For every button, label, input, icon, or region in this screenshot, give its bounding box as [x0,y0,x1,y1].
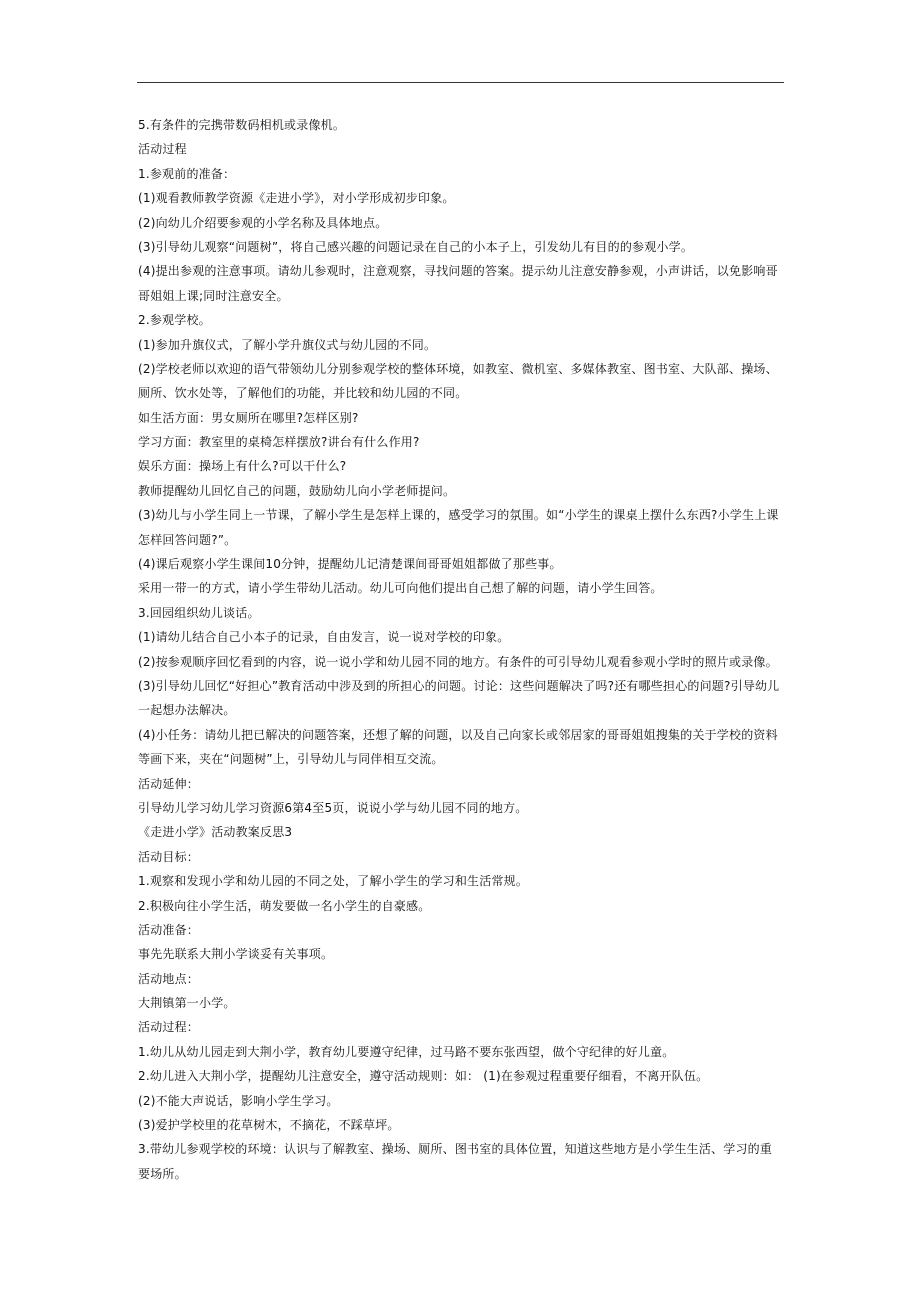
text-line: 2.参观学校。 [138,313,211,328]
text-line: (1)参加升旗仪式，了解小学升旗仪式与幼儿园的不同。 [138,337,437,352]
text-line: 要场所。 [138,1166,187,1181]
text-line: 活动目标： [138,849,200,864]
text-line: 大荆镇第一小学。 [138,996,236,1011]
text-line: (1)请幼儿结合自己小本子的记录，自由发言，说一说对学校的印象。 [138,630,510,645]
text-line: 引导幼儿学习幼儿学习资源6第4至5页，说说小学与幼儿园不同的地方。 [138,800,528,815]
text-line: 《走进小学》活动教案反思3 [138,825,293,840]
text-line: 等画下来，夹在“问题树”上，引导幼儿与同伴相互交流。 [138,752,444,767]
text-line: 如生活方面：男女厕所在哪里?怎样区别? [138,410,359,425]
text-line: (2)向幼儿介绍要参观的小学名称及具体地点。 [138,215,388,230]
text-line: 3.带幼儿参观学校的环境：认识与了解教室、操场、厕所、图书室的具体位置，知道这些地方是小学生生活、学习的重 [138,1142,773,1157]
text-line: 活动延伸： [138,776,200,791]
text-line: (2)按参观顺序回忆看到的内容，说一说小学和幼儿园不同的地方。有条件的可引导幼儿观看参观小学时的照片或录像。 [138,654,778,669]
text-line: 学习方面：教室里的桌椅怎样摆放?讲台有什么作用? [138,435,420,450]
text-line: (1)观看教师教学资源《走进小学》，对小学形成初步印象。 [138,191,455,206]
text-line: 采用一带一的方式，请小学生带幼儿活动。幼儿可向他们提出自己想了解的问题，请小学生回答。 [138,581,663,596]
text-line: 怎样回答问题?”。 [138,532,237,547]
text-line: 5.有条件的完携带数码相机或录像机。 [138,118,346,132]
text-line: 活动过程 [138,142,187,157]
header-rule [137,82,784,83]
document-body [138,113,798,1186]
text-line: 娱乐方面：操场上有什么?可以干什么? [138,459,347,474]
text-line: 3.回园组织幼儿谈话。 [138,605,260,620]
text-line: 1.观察和发现小学和幼儿园的不同之处，了解小学生的学习和生活常规。 [138,874,529,889]
text-line: (2)学校老师以欢迎的语气带领幼儿分别参观学校的整体环境，如教室、微机室、多媒体教室、图书室、大队部、操场、 [138,361,778,376]
text-line: 厕所、饮水处等，了解他们的功能，并比较和幼儿园的不同。 [138,386,468,401]
text-line: (4)提出参观的注意事项。请幼儿参观时，注意观察，寻找问题的答案。提示幼儿注意安静参观，小声讲话，以免影响哥 [138,264,778,279]
text-line: 活动过程： [138,1020,200,1035]
text-line: (3)幼儿与小学生同上一节课，了解小学生是怎样上课的，感受学习的氛围。如“小学生的课桌上摆什么东西?小学生上课 [138,508,779,523]
text-line: 哥姐姐上课;同时注意安全。 [138,288,289,303]
text-line: (4)课后观察小学生课间10分钟，提醒幼儿记清楚课间哥哥姐姐都做了那些事。 [138,557,562,572]
text-line: 2.幼儿进入大荆小学，提醒幼儿注意安全，遵守活动规则：如： (1)在参观过程重要仔细看，不离开队伍。 [138,1069,709,1084]
text-line: 活动地点： [138,971,200,986]
text-line: 1.幼儿从幼儿园走到大荆小学，教育幼儿要遵守纪律，过马路不要东张西望，做个守纪律的好儿童。 [138,1044,675,1059]
text-line: 一起想办法解决。 [138,703,236,718]
text-line: 活动准备： [138,922,200,937]
text-line: (3)引导幼儿观察“问题树”，将自己感兴趣的问题记录在自己的小本子上，引发幼儿有目的的参观小学。 [138,239,694,254]
text-line: (2)不能大声说话，影响小学生学习。 [138,1093,339,1108]
text-line: (3)爱护学校里的花草树木，不摘花，不踩草坪。 [138,1118,400,1133]
text-line: (3)引导幼儿回忆“好担心”教育活动中涉及到的所担心的问题。讨论：这些问题解决了吗?还有哪些担心的问题?引导幼儿 [138,678,780,693]
text-line: 教师提醒幼儿回忆自己的问题，鼓励幼儿向小学老师提问。 [138,483,456,498]
text-line: 1.参观前的准备： [138,166,236,181]
text-line: (4)小任务：请幼儿把已解决的问题答案，还想了解的问题，以及自己向家长或邻居家的哥哥姐姐搜集的关于学校的资料 [138,727,778,742]
text-line: 2.积极向往小学生活，萌发要做一名小学生的自豪感。 [138,898,431,913]
text-line: 事先先联系大荆小学谈妥有关事项。 [138,947,334,962]
